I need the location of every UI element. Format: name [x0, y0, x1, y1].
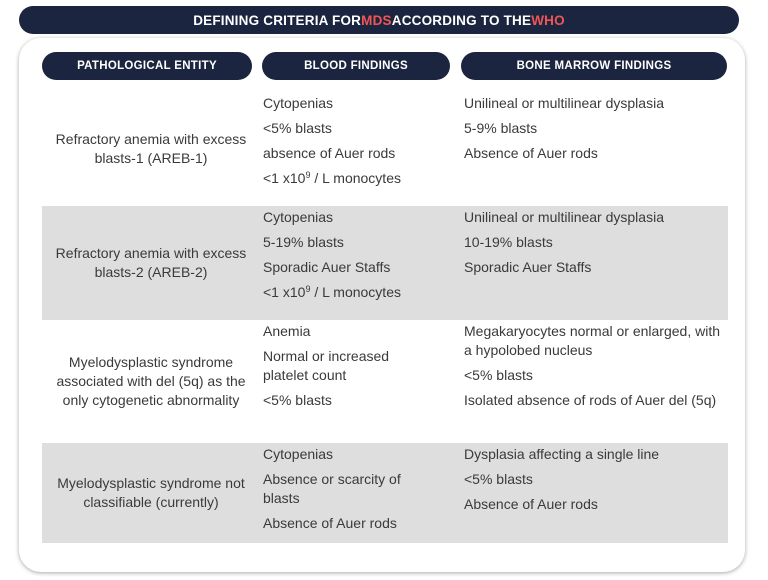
table-row-areb-2	[42, 206, 728, 320]
entity-cell: Refractory anemia with excess blasts-2 (AREB-2)	[55, 245, 247, 280]
monocytes-prefix: <1 x10	[263, 284, 306, 300]
blood-item: Absence or scarcity of blasts	[263, 471, 401, 506]
monocytes-prefix: <1 x10	[263, 170, 306, 186]
marrow-item: Megakaryocytes normal or enlarged, with a hypolobed nucleus	[464, 323, 721, 358]
blood-item: <5% blasts	[263, 120, 332, 136]
blood-item: absence of Auer rods	[263, 145, 396, 161]
marrow-item: Dysplasia affecting a single line	[464, 446, 660, 462]
blood-item: Sporadic Auer Staffs	[263, 259, 391, 275]
marrow-item: <5% blasts	[464, 471, 533, 487]
blood-item: Normal or increased platelet count	[263, 348, 390, 383]
blood-item: Cytopenias	[263, 446, 334, 462]
marrow-item: Sporadic Auer Staffs	[464, 259, 592, 275]
marrow-item: Absence of Auer rods	[464, 145, 598, 161]
monocytes-exponent: 9	[305, 170, 311, 180]
title-highlight-mds: MDS	[361, 12, 392, 28]
monocytes-exponent: 9	[305, 284, 311, 294]
table-row-areb-1	[42, 92, 728, 206]
marrow-item: 5-9% blasts	[464, 120, 538, 136]
marrow-cell	[464, 443, 726, 514]
monocytes-suffix: / L monocytes	[310, 170, 401, 186]
title-prefix: DEFINING CRITERIA FOR	[193, 12, 362, 28]
entity-cell: Myelodysplastic syndrome associated with del (5q) as the only cytogenetic abnormality	[56, 354, 246, 408]
marrow-item: Absence of Auer rods	[464, 496, 598, 512]
marrow-item: <5% blasts	[464, 367, 533, 383]
blood-cell	[263, 320, 453, 410]
title-highlight-who: WHO	[531, 12, 565, 28]
entity-cell: Myelodysplastic syndrome not classifiable (currently)	[57, 475, 245, 510]
entity-cell: Refractory anemia with excess blasts-1 (AREB-1)	[55, 131, 247, 166]
table-row-del-5q	[42, 320, 728, 443]
marrow-item: Isolated absence of rods of Auer del (5q)	[464, 392, 717, 408]
blood-item-monocytes	[263, 169, 453, 188]
marrow-cell	[464, 206, 726, 277]
marrow-cell	[464, 92, 726, 163]
monocytes-suffix: / L monocytes	[310, 284, 401, 300]
blood-cell	[263, 206, 453, 302]
header-blood-findings: BLOOD FINDINGS	[262, 52, 450, 80]
blood-item-monocytes	[263, 283, 453, 302]
blood-item: Cytopenias	[263, 95, 334, 111]
marrow-item: 10-19% blasts	[464, 234, 553, 250]
blood-item: Absence of Auer rods	[263, 515, 397, 531]
blood-item: Cytopenias	[263, 209, 334, 225]
title-middle: ACCORDING TO THE	[391, 12, 532, 28]
blood-cell	[263, 92, 453, 188]
blood-cell	[263, 443, 453, 533]
blood-item: 5-19% blasts	[263, 234, 344, 250]
page-title	[19, 6, 739, 34]
table-row-not-classifiable	[42, 443, 728, 543]
header-pathological-entity: PATHOLOGICAL ENTITY	[42, 52, 252, 80]
marrow-item: Unilineal or multilinear dysplasia	[464, 95, 664, 111]
blood-item: Anemia	[263, 323, 311, 339]
header-bone-marrow-findings: BONE MARROW FINDINGS	[461, 52, 727, 80]
blood-item: <5% blasts	[263, 392, 332, 408]
marrow-cell	[464, 320, 726, 410]
marrow-item: Unilineal or multilinear dysplasia	[464, 209, 664, 225]
